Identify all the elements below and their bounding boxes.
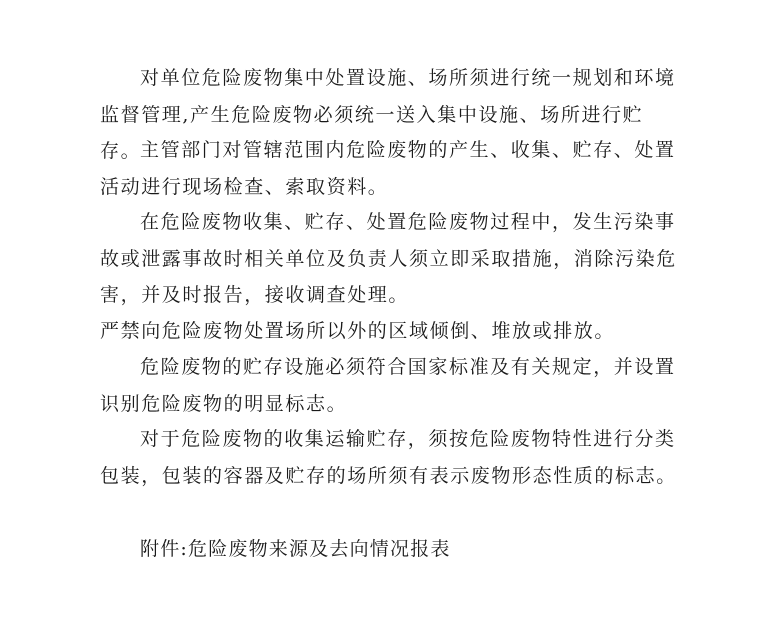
paragraph-dumping-ban: 严禁向危险废物处置场所以外的区域倾倒、堆放或排放。 bbox=[100, 320, 616, 342]
paragraph-pollution-accident: 在危险废物收集、贮存、处置危险废物过程中，发生污染事故或泄露事故时相关单位及负责人须立即采取措施，消除污染危害，并及时报告，接收调查处理。 bbox=[100, 211, 677, 306]
attachment-line: 附件:危险废物来源及去向情况报表 bbox=[140, 538, 451, 560]
paragraph-storage-facility: 危险废物的贮存设施必须符合国家标准及有关规定，并设置识别危险废物的明显标志。 bbox=[100, 356, 676, 415]
paragraph-packaging: 对于危险废物的收集运输贮存，须按危险废物特性进行分类包装，包装的容器及贮存的场所须有表示废物形态性质的标志。 bbox=[100, 428, 677, 487]
paragraph-inspection: 主管部门对管辖范围内危险废物的产生、收集、贮存、处置活动进行现场检查、索取资料。 bbox=[100, 139, 676, 198]
paragraph-centralized-disposal: 对单位危险废物集中处置设施、场所须进行统一规划和环境监督管理,产生危险废物必须统一送入集中设施、场所进行贮存。 bbox=[100, 67, 676, 162]
